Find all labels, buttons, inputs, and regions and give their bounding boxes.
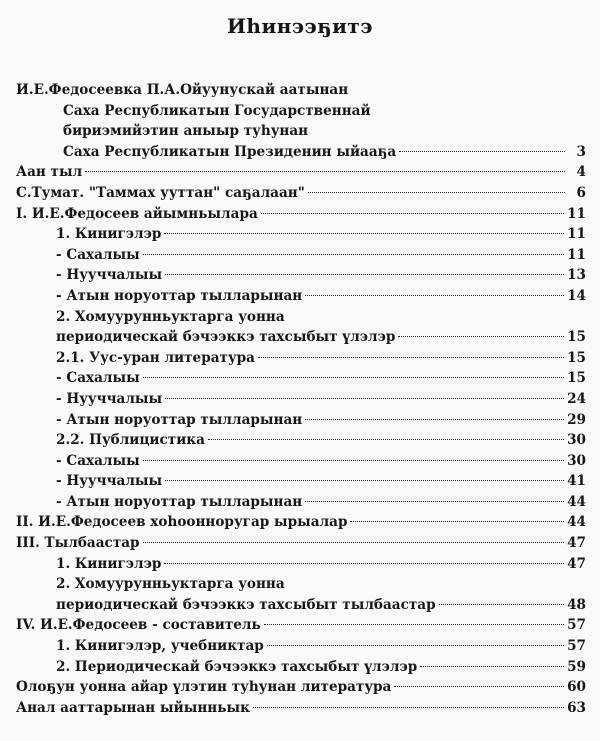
toc-entry-label: Саха Республикатын Государственнай — [63, 102, 371, 119]
toc-entry — [16, 636, 586, 657]
dot-leader — [308, 192, 565, 193]
toc-entry-label: 1. Кинигэлэр — [56, 226, 162, 243]
toc-entry — [16, 348, 586, 369]
toc-page-number: 60 — [567, 679, 586, 696]
dot-leader — [208, 439, 564, 440]
toc-page-number: 24 — [567, 390, 586, 407]
toc-page-number: 15 — [567, 329, 586, 346]
toc-entry — [16, 162, 586, 183]
toc-entry-label: - Атын норуоттар тылларынан — [56, 411, 303, 428]
dot-leader — [264, 624, 564, 625]
toc-entry — [16, 327, 586, 348]
toc-page-number: 30 — [567, 452, 586, 469]
toc-entry-label: Саха Республикатын Президенин ыйааҕа — [63, 143, 397, 160]
toc-page-number: 6 — [576, 184, 586, 201]
toc-entry — [16, 595, 586, 616]
dot-leader — [165, 480, 564, 481]
toc-entry — [16, 142, 586, 163]
toc-entry-label: периодическай бэчээккэ тахсыбыт тылбаастар — [56, 596, 436, 613]
toc-page-number: 48 — [567, 596, 586, 613]
toc-entry-label: бириэмийэтин аныыр туhунан — [63, 123, 309, 140]
dot-leader — [143, 377, 564, 378]
page-title: Иhинээҕитэ — [227, 14, 373, 38]
dot-leader — [350, 521, 564, 522]
toc-entry-label: - Сахалыы — [56, 246, 140, 263]
toc-entry-label: I. И.Е.Федосеев айымньылара — [16, 205, 258, 222]
toc-page-number: 44 — [567, 514, 586, 531]
toc-entry — [16, 615, 586, 636]
toc-entry — [16, 101, 586, 122]
dot-leader — [261, 213, 564, 214]
toc-entry-label: - Нууччалыы — [56, 390, 163, 407]
table-of-contents — [16, 80, 586, 718]
toc-page-number: 44 — [567, 493, 586, 510]
dot-leader — [253, 707, 564, 708]
dot-leader — [305, 295, 564, 296]
dot-leader — [165, 398, 564, 399]
dot-leader — [85, 171, 565, 172]
dot-leader — [267, 645, 564, 646]
toc-entry — [16, 512, 586, 533]
toc-entry-label: - Сахалыы — [56, 452, 140, 469]
dot-leader — [164, 233, 564, 234]
toc-entry — [16, 533, 586, 554]
toc-entry — [16, 471, 586, 492]
dot-leader — [439, 604, 564, 605]
dot-leader — [305, 419, 564, 420]
dot-leader — [165, 274, 564, 275]
toc-entry — [16, 121, 586, 142]
toc-page-number: 30 — [567, 432, 586, 449]
toc-entry — [16, 657, 586, 678]
toc-entry-label: III. Тылбаастар — [16, 535, 140, 552]
toc-entry-label: И.Е.Федосеевка П.А.Ойуунускай аатынан — [16, 82, 349, 98]
toc-entry — [16, 554, 586, 575]
toc-entry — [16, 204, 586, 225]
toc-entry-label: 2. Периодическай бэчээккэ тахсыбыт үлэлэр — [56, 658, 418, 675]
toc-entry — [16, 307, 586, 328]
dot-leader — [394, 686, 564, 687]
toc-entry-label: 2.1. Уус-уран литература — [56, 349, 255, 366]
toc-entry — [16, 286, 586, 307]
toc-page-number: 63 — [567, 699, 586, 716]
toc-entry-label: - Нууччалыы — [56, 267, 163, 284]
toc-page-number: 57 — [567, 617, 586, 634]
toc-entry-label: 1. Кинигэлэр, учебниктар — [56, 638, 264, 655]
dot-leader — [258, 357, 564, 358]
toc-entry — [16, 574, 586, 595]
toc-page-number: 57 — [567, 638, 586, 655]
toc-entry-label: - Нууччалыы — [56, 473, 163, 490]
toc-entry-label: - Сахалыы — [56, 370, 140, 387]
toc-page-number: 11 — [567, 226, 586, 243]
toc-page-number: 14 — [567, 287, 586, 304]
toc-page-number: 15 — [567, 349, 586, 366]
toc-page-number: 11 — [567, 246, 586, 263]
toc-entry-label: 1. Кинигэлэр — [56, 555, 162, 572]
toc-entry — [16, 265, 586, 286]
toc-entry-label: периодическай бэчээккэ тахсыбыт үлэлэр — [56, 329, 396, 346]
toc-entry — [16, 492, 586, 513]
toc-page-number: 15 — [567, 370, 586, 387]
toc-page-number: 4 — [576, 164, 586, 181]
toc-page-number: 29 — [567, 411, 586, 428]
toc-page-number: 3 — [576, 143, 586, 160]
toc-page-number: 47 — [567, 535, 586, 552]
toc-page-number: 47 — [567, 555, 586, 572]
toc-entry — [16, 368, 586, 389]
toc-entry — [16, 430, 586, 451]
toc-entry — [16, 245, 586, 266]
dot-leader — [420, 666, 564, 667]
toc-entry-label: IV. И.Е.Федосеев - составитель — [16, 617, 261, 634]
dot-leader — [399, 151, 565, 152]
toc-entry — [16, 183, 586, 204]
toc-entry — [16, 410, 586, 431]
toc-entry-label: II. И.Е.Федосеев хоhоонноругар ырыалар — [16, 514, 348, 531]
toc-entry-label: 2. Хомуурунньуктарга уонна — [56, 576, 285, 593]
dot-leader — [398, 336, 564, 337]
toc-page-number: 59 — [567, 658, 586, 675]
toc-entry — [16, 677, 586, 698]
dot-leader — [143, 254, 564, 255]
dot-leader — [305, 501, 564, 502]
toc-page-number: 41 — [567, 473, 586, 490]
toc-entry-label: 2.2. Публицистика — [56, 432, 205, 449]
toc-entry-label: Олоҕун уонна айар үлэтин туhунан литература — [16, 679, 392, 696]
toc-entry — [16, 451, 586, 472]
toc-page-number: 13 — [567, 267, 586, 284]
toc-entry-label: Аан тыл — [16, 164, 83, 181]
toc-entry — [16, 224, 586, 245]
toc-entry-label: 2. Хомуурунньуктарга уонна — [56, 308, 285, 325]
toc-page-number: 11 — [567, 205, 586, 222]
toc-entry — [16, 698, 586, 719]
toc-entry-label: Анал ааттарынан ыйынньык — [16, 699, 250, 716]
toc-entry-label: - Атын норуоттар тылларынан — [56, 287, 303, 304]
toc-entry-label: - Атын норуоттар тылларынан — [56, 493, 303, 510]
dot-leader — [164, 563, 564, 564]
toc-entry — [16, 389, 586, 410]
dot-leader — [143, 542, 565, 543]
toc-entry-label: С.Тумат. "Таммах ууттан" саҕалаан" — [16, 184, 305, 201]
toc-entry — [16, 80, 586, 101]
dot-leader — [143, 460, 564, 461]
